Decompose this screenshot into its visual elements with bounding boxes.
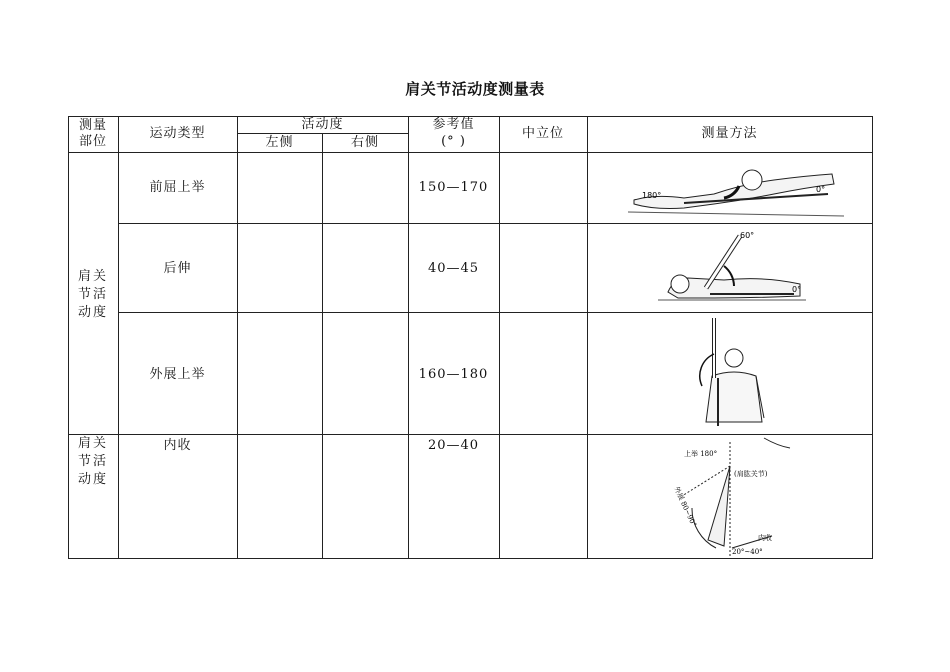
row-2-reference: 40—45: [427, 261, 480, 276]
adduction-top-label: 上举 180°: [684, 450, 718, 458]
col-line-5: [499, 116, 500, 559]
header-left: 左侧: [265, 135, 294, 150]
measurement-table: [68, 116, 873, 559]
extension-start-label: 60°: [740, 231, 755, 240]
header-reference: 参考值: [432, 117, 475, 132]
adduction-side-label: 外展 80~90°: [672, 485, 698, 529]
table-border-bottom: [68, 558, 873, 559]
row-4-reference: 20—40: [427, 438, 480, 453]
group-label-shoulder: 肩关节活动度: [77, 269, 108, 320]
col-line-2: [237, 116, 238, 559]
col-line-6: [587, 116, 588, 559]
flexion-start-label: 180°: [642, 191, 662, 200]
row-1-motion: 前屈上举: [149, 180, 206, 195]
row-divider-1: [118, 223, 873, 224]
table-border-right: [872, 116, 873, 559]
flexion-end-label: 0°: [816, 185, 826, 194]
extension-figure: [654, 226, 810, 308]
row-2-motion: 后伸: [163, 261, 192, 276]
row-3-motion: 外展上举: [149, 367, 206, 382]
header-motion-type: 运动类型: [149, 126, 206, 141]
adduction-joint-label: (肩肱关节): [734, 470, 768, 478]
header-method: 测量方法: [701, 126, 758, 141]
col-line-3: [322, 133, 323, 559]
adduction-in-label: 内收: [758, 534, 772, 542]
group-label-shoulder-2: 肩关节活动度: [77, 436, 108, 487]
adduction-figure: [668, 436, 792, 558]
page-title: 肩关节活动度测量表: [405, 80, 545, 98]
header-part: 测量 部位: [78, 118, 107, 149]
row-4-motion: 内收: [163, 438, 192, 453]
row-3-reference: 160—180: [418, 367, 489, 382]
flexion-figure: [624, 154, 848, 220]
row-1-reference: 150—170: [418, 180, 489, 195]
row-divider-2: [118, 312, 873, 313]
table-border-left: [68, 116, 69, 559]
header-reference-unit: (° ): [441, 134, 466, 149]
adduction-range-label: 20°~40°: [732, 548, 763, 556]
abduction-figure: [684, 314, 794, 432]
extension-end-label: 0°: [792, 285, 802, 294]
header-bottom-line: [68, 152, 873, 153]
row-divider-3: [68, 434, 873, 435]
header-neutral: 中立位: [521, 126, 564, 141]
header-range: 活动度: [301, 117, 344, 132]
header-right: 右侧: [350, 135, 379, 150]
